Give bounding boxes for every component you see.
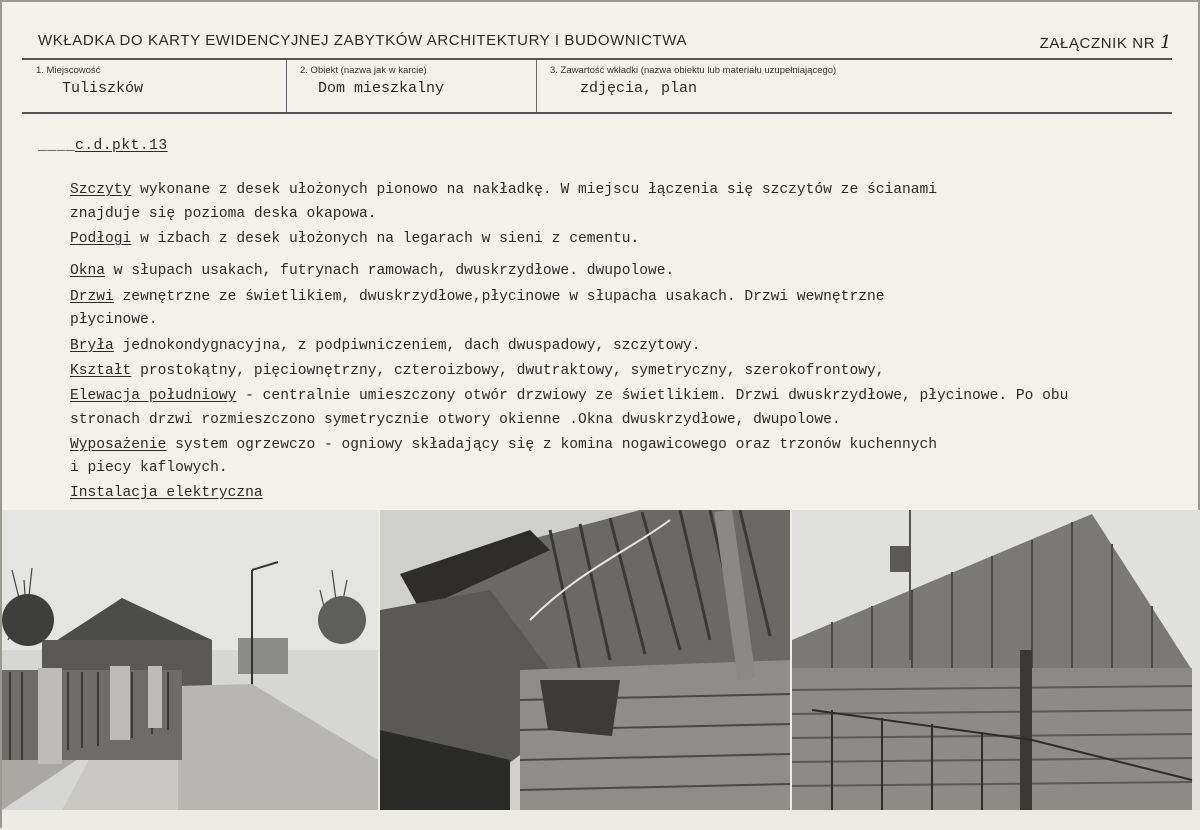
description-line: Drzwi zewnętrzne ze świetlikiem, dwuskrzydłowe,płycinowe w słupacha usakach. Drzwi wewnętrzne [70,289,885,305]
card-title: WKŁADKA DO KARTY EWIDENCYJNEJ ZABYTKÓW ARCHITEKTURY I BUDOWNICTWA [38,32,688,49]
fields-rule [22,112,1172,114]
photo-house-side [792,510,1200,810]
photo-roof-detail [380,510,790,810]
card-fields [22,60,1172,112]
description-line: Wyposażenie system ogrzewczo - ogniowy składający się z komina nogawicowego oraz trzonów kuchennych [70,437,938,453]
description-line: i piecy kaflowych. [70,460,228,476]
continuation-marker: ____c.d.pkt.13 [38,138,168,154]
description-line: Instalacja elektryczna [70,485,263,501]
field-separator [536,60,537,112]
field-separator [286,60,287,112]
annex-label: ZAŁĄCZNIK NR [1039,35,1156,52]
photo-strip [2,510,1200,830]
field-locality-value: Tuliszków [62,80,144,97]
description-line: Podłogi w izbach z desek ułożonych na legarach w sieni z cementu. [70,231,640,247]
description-line: Okna w słupach usakach, futrynach ramowach, dwuskrzydłowe. dwupolowe. [70,263,675,279]
field-object-value: Dom mieszkalny [318,80,445,97]
description-line: stronach drzwi rozmieszczono symetrycznie otwory okienne .Okna dwuskrzydłowe, dwupolowe. [70,412,841,428]
annex-label-group [1040,32,1172,53]
field-content [536,60,1172,112]
description-line: Szczyty wykonane z desek ułożonych pionowo na nakładkę. W miejscu łączenia się szczytów ze ścianami [70,182,938,198]
field-content-label: 3. Zawartość wkładki (nazwa obiektu lub materiału uzupełniającego) [550,65,837,76]
annex-number: 1 [1159,32,1172,53]
description-line: znajduje się pozioma deska okapowa. [70,206,377,222]
field-object-label: 2. Obiekt (nazwa jak w karcie) [300,65,427,76]
field-locality-label: 1. Miejscowość [36,65,101,76]
description-line: Kształt prostokątny, pięciownętrzny, czteroizbowy, dwutraktowy, symetryczny, szerokofrontowy, [70,363,885,379]
card-header [38,32,1172,54]
description-line: Bryła jednokondygnacyjna, z podpiwniczeniem, dach dwuspadowy, szczytowy. [70,338,701,354]
description-line: płycinowe. [70,312,158,328]
field-content-value: zdjęcia, plan [580,80,698,97]
description-line: Elewacja południowy - centralnie umieszczony otwór drzwiowy ze świetlikiem. Drzwi dwuskrzydłowe, płycinowe. Po obu [70,388,1069,404]
continuation-label: c.d.pkt.13 [75,138,168,154]
field-object [286,60,534,112]
field-locality [22,60,284,112]
description-text [2,128,1200,508]
photo-street-view [2,510,378,810]
